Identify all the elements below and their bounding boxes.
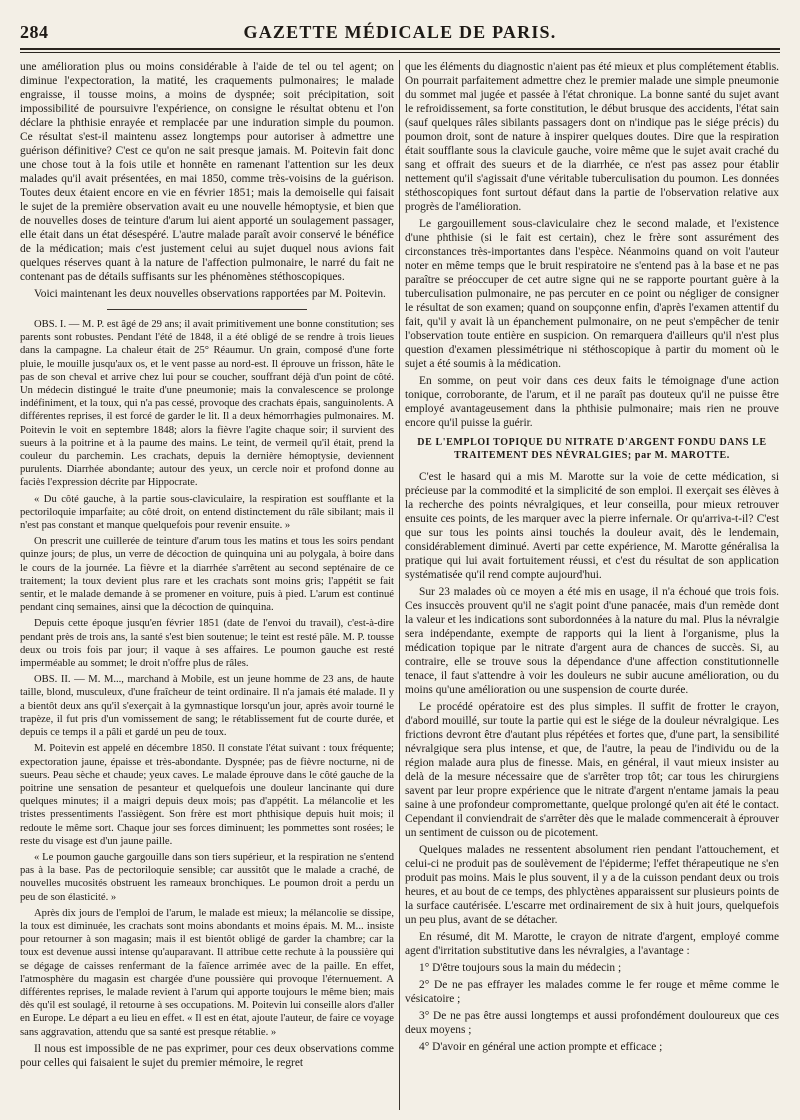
column-divider (399, 60, 400, 1110)
advantages-list (405, 961, 779, 1054)
list-item: 1° D'être toujours sous la main du médecin ; (419, 962, 622, 974)
list-item: 2° De ne pas effrayer les malades comme le fer rouge et même comme le vésicatoire ; (405, 979, 779, 1005)
observation-paragraph: « Le poumon gauche gargouille dans son tiers supérieur, et la respiration ne s'entend pas à la base. Pas de pectoriloquie sensible; car aussitôt que le malade a craché, de nouvelles mucosités obstruent les rameaux bronchiques. Le poumon droit a perdu un peu de son élasticité. » (20, 851, 394, 903)
paragraph: Sur 23 malades où ce moyen a été mis en usage, il n'a échoué que trois fois. Ces insuccès prouvent qu'il ne s'agit point d'une panacée, mais d'un remède dont la valeur et les indications sont subordonnées à la nature du mal. Plus la névralgie sera indépendante, exempte de rapports qui la lient à l'organisme, plus la médication topique par le nitrate d'argent aura de chances de succès. Si, au contraire, elle se trouve sous la dépendance d'une affection constitutionnelle tenace, il faut s'attendre à voir les douleurs ne subir aucune amélioration, ou du moins qu'une amélioration ou une suspension de courte durée. (405, 586, 779, 696)
left-column (20, 60, 394, 1110)
paragraph: En somme, on peut voir dans ces deux faits le témoignage d'une action tonique, corroborante, de l'arum, et il ne paraît pas douteux qu'il ne puisse être employé avantageusement dans la phthisie pulmonaire; mais rien ne prouve encore qu'il puisse la guérir. (405, 375, 779, 429)
observation-paragraph: OBS. II. — M. M..., marchand à Mobile, est un jeune homme de 23 ans, de haute taille, blond, musculeux, d'une fraîcheur de teint ordinaire. Il n'a jamais été malade. Il y a bientôt deux ans qu'il s'exerçait à la gymnastique lorsqu'un jour, après avoir tourné le trapèze, il fut pris d'un vomissement de sang; le rétablissement fut de courte durée, et depuis ce temps il a pâli et gardé un peu de toux. (20, 674, 394, 739)
header-rule-thin (20, 52, 780, 53)
paragraph: C'est le hasard qui a mis M. Marotte sur la voie de cette médication, si précieuse par la commodité et la simplicité de son emploi. Il exerçait ses élèves à la recherche des points névralgiques, et leur conseilla, pour mieux retrouver ensuite ces points, de les marquer avec la pierre infernale. Or qu'arriva-t-il? C'est que sur tous les points ainsi touchés la douleur avait, dès le lendemain, considérablement diminué. Averti par cette expérience, M. Marotte généralisa la pratique qui lui avait fortuitement réussi, et c'est du résultat de son application systématisée qu'il rend compte aujourd'hui. (405, 471, 779, 581)
paragraph: Voici maintenant les deux nouvelles observations rapportées par M. Poitevin. (34, 288, 386, 300)
observation-paragraph: Depuis cette époque jusqu'en février 1851 (date de l'envoi du travail), c'est-à-dire pendant près de trois ans, la santé s'est bien soutenue; le teint est resté pâle. M. P. tousse deux ou trois fois par jour; il vaque à ses affaires. Le poumon gauche est resté imperméable au sommet; le droit n'offre plus de râles. (20, 618, 394, 670)
paragraph: En résumé, dit M. Marotte, le crayon de nitrate d'argent, employé comme agent d'irritation substitutive dans les névralgies, a l'avantage : (405, 931, 779, 957)
page-number: 284 (20, 22, 49, 42)
paragraph: Le gargouillement sous-claviculaire chez le second malade, et l'existence d'une phthisie (si le fait est certain), chez le frère sont assurément des circonstances très-importantes dans l'espèce. Néanmoins quand on voit l'auteur noter en même temps que le bruit respiratoire ne s'entend pas à la base et ne pas paraître se préoccuper de cet autre signe qui ne se rapporte pourtant guère à la tuberculisation pulmonaire, ne pas percuter en ce point ou négliger de consigner le résultat de son examen; quand on soupçonne enfin, d'après l'examen attentif du fait, qu'il y avait là un épanchement pulmonaire, on ne peut s'empêcher de tenir l'observation toute entière en suspicion. On remarquera d'ailleurs qu'il n'est plus question d'examen plessimétrique ni stéthoscopique à partir du moment où le sujet a été soumis à la médication. (405, 218, 779, 370)
section-title: DE L'EMPLOI TOPIQUE DU NITRATE D'ARGENT FONDU DANS LE TRAITEMENT DES NÉVRALGIES; par M. MAROTTE. (417, 437, 767, 461)
paragraph: Le procédé opératoire est des plus simples. Il suffit de frotter le crayon, d'abord mouillé, sur toute la partie qui est le siége de la douleur névralgique. Les frictions devront être d'autant plus répétées et fortes que, d'une part, la sensibilité névralgique sera plus intense, et que, de l'autre, la peau de l'individu ou de la région malade aura plus de finesse. Mais, en général, il vaut mieux insister au delà de la mesure nécessaire que de s'arrêter trop tôt; car tous les chirurgiens savent par leur propre expérience que le nitrate d'argent n'entame jamais la peau saine à une profondeur compromettante, quelque prolongé qu'en ait été le contact. Cependant il conviendrait de s'arrêter dès que le malade commencerait à éprouver un sentiment de cuisson ou de picotement. (405, 701, 779, 839)
header-rule (20, 48, 780, 50)
paragraph: que les éléments du diagnostic n'aient pas été mieux et plus complétement établis. On pourrait parfaitement admettre chez le premier malade une simple pneumonie du sommet mal jugée et passée à l'état chronique. La bonne santé du sujet avant le refroidissement, sa forte constitution, le début brusque des accidents, l'état sain (sauf quelques râles sibilants passagers dont on n'indique pas le siége précis) du poumon droit, sont de nature à inspirer quelques doutes. Dire que la respiration était soufflante sous la clavicule gauche, voire même que le sujet avait craché du sang et offrait des sueurs et de la diarrhée, ce n'est pas assez pour établir nettement qu'il s'agissait d'une véritable tuberculisation du poumon. Les données stéthoscopiques font surtout défaut dans la partie de l'observation relative aux progrès de l'amélioration. (405, 61, 779, 213)
paragraph: Il nous est impossible de ne pas exprimer, pour ces deux observations comme pour celles qui faisaient le sujet du premier mémoire, le regret (20, 1042, 394, 1069)
running-title: GAZETTE MÉDICALE DE PARIS. (243, 22, 557, 42)
page-header (20, 10, 780, 44)
right-column (405, 60, 779, 1110)
observation-paragraph: OBS. I. — M. P. est âgé de 29 ans; il avait primitivement une bonne constitution; ses parents sont robustes. Pendant l'été de 1848, il a été obligé de se rendre à trois lieues dans la campagne. La chaleur était de 25° Réaumur. Un grain, composé d'une forte pluie, le mouille jusqu'aux os, et le vent passe au nord-est. Il éprouve un frisson, hâte le pas de son cheval et arrive chez lui pour se coucher, souffrant déjà d'un point de côté. Un médecin distingué le traite d'une pneumonie; mais la convalescence se prolonge indéfiniment, et la toux, qui n'a pas cessé, provoque des crachats épais, sanguinolents. A différentes reprises, il est forcé de garder le lit. Il a deux hémorrhagies pulmonaires. M. Poitevin le voit en septembre 1848; alors la fièvre l'agite chaque soir; il survient des sueurs à la poitrine et à la paume des mains. Le teint, de vermeil qu'il était, prend la couleur du parchemin. Les crachats, depuis la dernière hémoptysie, deviennent purulents. Diarrhée abondante; autour des yeux, un cercle noir et profond donne au faciès l'expression décrite par Hippocrate. (20, 319, 394, 489)
paragraph: Quelques malades ne ressentent absolument rien pendant l'attouchement, et celui-ci ne produit pas de soulèvement de l'épiderme; l'effet thérapeutique ne s'en produit pas moins. Mais le plus souvent, il y a de la cuisson pendant deux ou trois heures, et au bout de ce temps, des phlyctènes apparaissent sur plusieurs points de la surface cautérisée. L'escarre met ordinairement de six à huit jours, quelquefois un peu plus, avant de se détacher. (405, 844, 779, 926)
observation-paragraph: On prescrit une cuillerée de teinture d'arum tous les matins et tous les soirs pendant quinze jours; de plus, un verre de décoction de quinquina uni au polygala, à boire dans le cours de la journée. La fièvre et la diarrhée s'arrêtent au second septénaire de ce traitement; la toux devient plus rare et les crachats sont moins gris; l'appétit se fait sentir, et le malade demande à se promener en voiture, puis à pied. L'arum est continué pendant cinq semaines, ainsi que la décoction de quinquina. (20, 536, 394, 614)
separator (107, 309, 307, 310)
paragraph: une amélioration plus ou moins considérable à l'aide de tel ou tel agent; on diminue l'expectoration, la matité, les craquements pulmonaires; le malade engraisse, il tousse moins, a moins de dyspnée; soit précipitation, soit impossibilité de poursuivre l'expérience, on consigne le résultat obtenu et l'on déclare la phthisie enrayée et remplacée par une induration simple du poumon. Ce résultat s'est-il maintenu assez longtemps pour autoriser à admettre une guérison définitive? C'est ce qu'on ne sait presque jamais. M. Poitevin fait donc une chose tout à la fois utile et honnête en ramenant l'attention sur les deux malades qu'il avait présentées, en mai 1850, comme très-voisins de la guérison. Toutes deux étaient encore en vie en février 1851; mais la demoiselle qui faisait le sujet de la première observation avait eu une nouvelle hémoptysie, et bien que de nouvelles doses de teinture d'arum lui aient apporté un soulagement passager, elle était dans un état désespéré. L'autre malade paraît avoir conservé le bénéfice de la médication; mais c'est justement celui au sujet duquel nous avions fait quelques réserves quant à la nature de l'affection pulmonaire, le narré du fait ne contenant pas de détails suffisants sur les phénomènes stéthoscopiques. (20, 61, 394, 283)
observation-paragraph: M. Poitevin est appelé en décembre 1850. Il constate l'état suivant : toux fréquente; expectoration jaune, épaisse et très-abondante. Dyspnée; pas de fièvre nocturne, ni de sueurs. Peau sèche et chaude; yeux caves. Le malade éprouve dans le côté gauche de la poitrine une sensation de pesanteur et quelquefois une douleur lancinante qui dure quelques minutes; il a maigri depuis deux mois; pas d'appétit. La mélancolie et les tristes pressentiments l'assiègent. Son frère est mort phthisique depuis huit mois; il redoute le même sort. Chaque jour ses forces diminuent; les pommettes sont rosées; le reste du visage est d'un jaune paille. (20, 743, 394, 847)
list-item: 4° D'avoir en général une action prompte et efficace ; (419, 1041, 663, 1053)
observation-paragraph: « Du côté gauche, à la partie sous-claviculaire, la respiration est soufflante et la pectoriloquie imparfaite; au côté droit, on entend distinctement du râle sibilant; mais il n'est pas constant et manque quelquefois pour revenir ensuite. » (20, 493, 394, 532)
newspaper-page (20, 10, 780, 1110)
two-column-body (20, 60, 780, 1110)
list-item: 3° De ne pas être aussi longtemps et aussi profondément douloureux que ces deux moyens ; (405, 1010, 779, 1036)
observation-paragraph: Après dix jours de l'emploi de l'arum, le malade est mieux; la mélancolie se dissipe, la toux est diminuée, les crachats sont moins abondants et moins épais. M. M... insiste pour retourner à son magasin; mais il est bientôt obligé de garder la chambre; car la toux est devenue aussi intense qu'auparavant. Il attribue cette rechute à la poussière qui se dégage de caisses renfermant de la faïence arrimée avec de la paille. En effet, l'atmosphère du magasin est chargée d'une poussière qui provoque l'éternuement. A différentes reprises, le malade revient à l'arum qui apporte toujours le même bien; mais dès qu'il est soulagé, il retourne à ses occupations. M. Poitevin lui conseille alors d'aller en Europe. Le départ a eu lieu en effet. « Il est en état, ajoute l'auteur, de faire ce voyage sans aggravation, attendu que sa santé est presque rétablie. » (20, 907, 394, 1038)
